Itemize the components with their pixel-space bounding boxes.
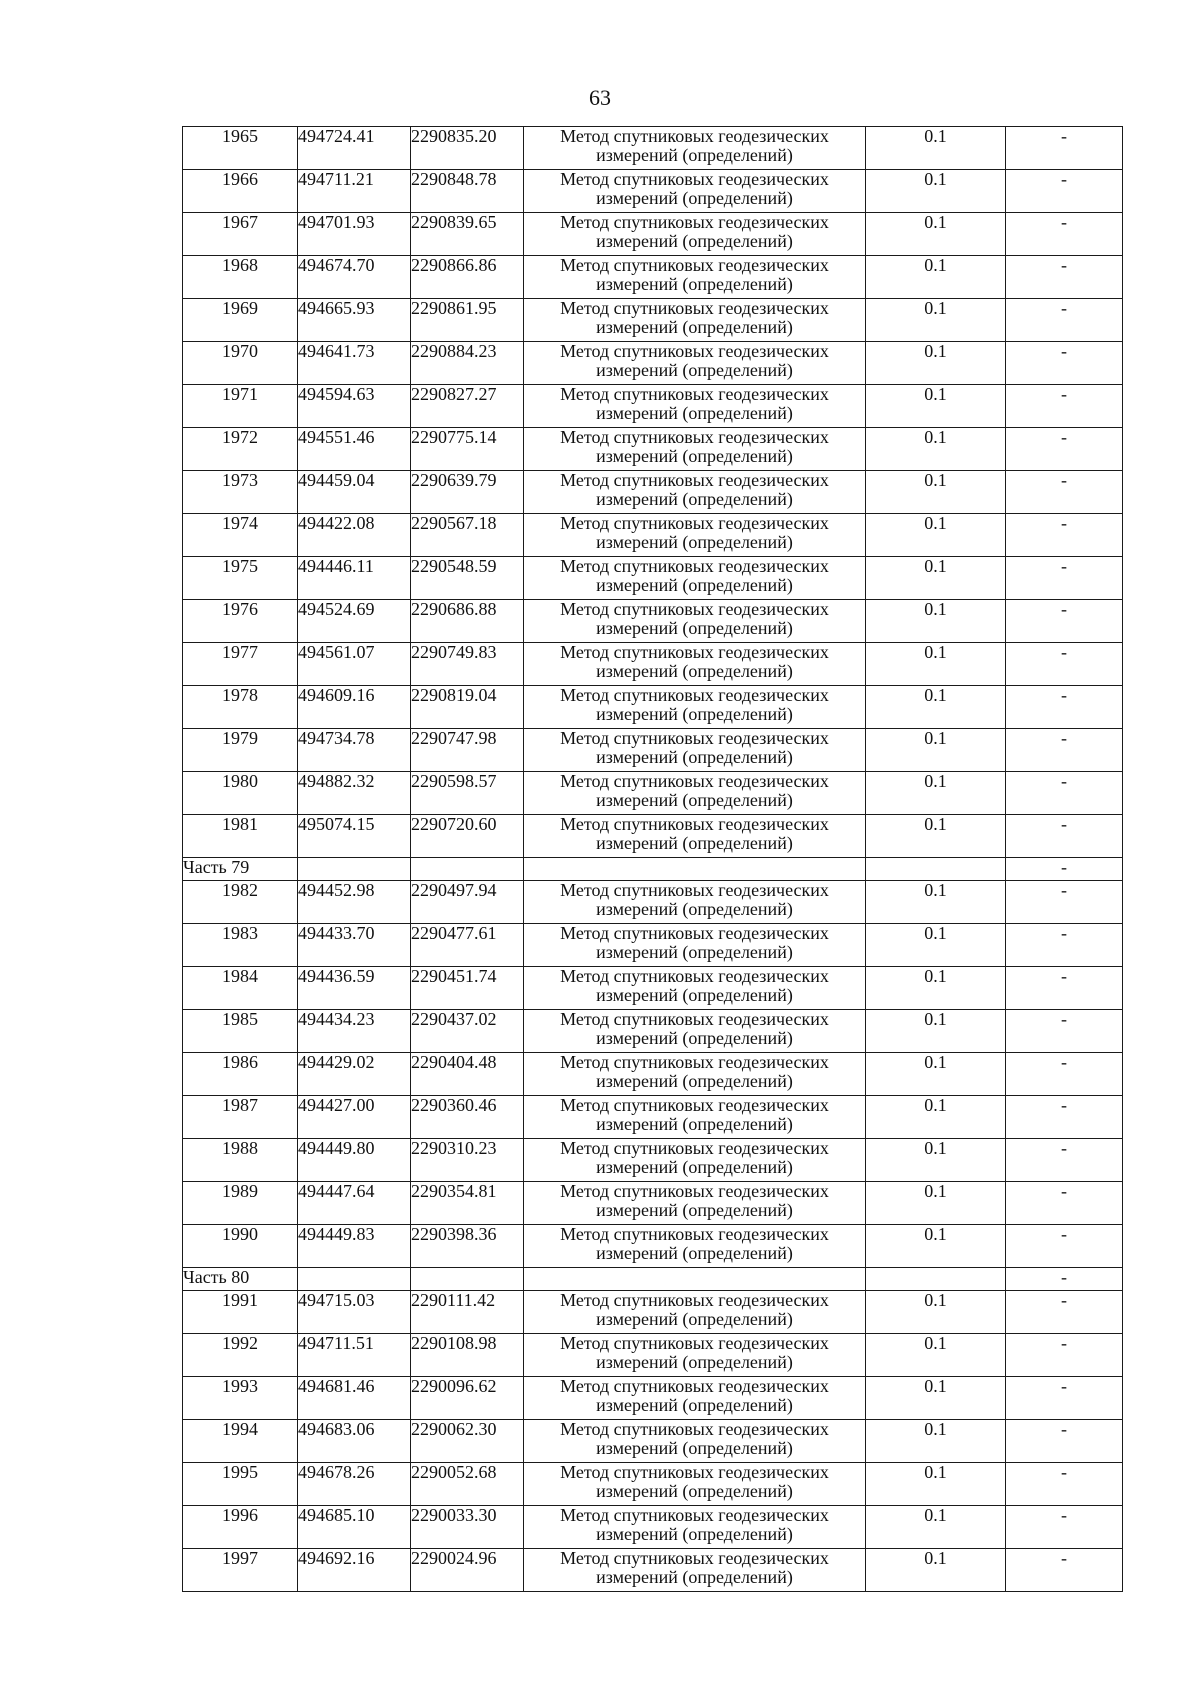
point-number-cell: 1980	[183, 772, 298, 815]
dash-cell: -	[1006, 815, 1123, 858]
point-number-cell: 1977	[183, 643, 298, 686]
y-coordinate-cell: 2290437.02	[411, 1010, 524, 1053]
x-coordinate-cell: 494594.63	[298, 385, 411, 428]
method-cell: Метод спутниковых геодезических измерений (определений)	[524, 514, 866, 557]
empty-cell	[298, 858, 411, 881]
section-label: Часть 79	[183, 858, 298, 881]
dash-cell: -	[1006, 924, 1123, 967]
y-coordinate-cell: 2290096.62	[411, 1377, 524, 1420]
point-number-cell: 1968	[183, 256, 298, 299]
section-dash-cell: -	[1006, 858, 1123, 881]
point-number-cell: 1989	[183, 1182, 298, 1225]
method-cell: Метод спутниковых геодезических измерений (определений)	[524, 924, 866, 967]
point-number-cell: 1987	[183, 1096, 298, 1139]
table-row	[183, 1291, 1123, 1334]
accuracy-cell: 0.1	[866, 1549, 1006, 1592]
method-cell: Метод спутниковых геодезических измерений (определений)	[524, 967, 866, 1010]
table-row	[183, 557, 1123, 600]
accuracy-cell: 0.1	[866, 967, 1006, 1010]
dash-cell: -	[1006, 1053, 1123, 1096]
dash-cell: -	[1006, 342, 1123, 385]
table-row	[183, 1463, 1123, 1506]
method-cell: Метод спутниковых геодезических измерений (определений)	[524, 1225, 866, 1268]
x-coordinate-cell: 494715.03	[298, 1291, 411, 1334]
point-number-cell: 1966	[183, 170, 298, 213]
y-coordinate-cell: 2290062.30	[411, 1420, 524, 1463]
y-coordinate-cell: 2290108.98	[411, 1334, 524, 1377]
table-row	[183, 815, 1123, 858]
table-row	[183, 1053, 1123, 1096]
method-cell: Метод спутниковых геодезических измерений (определений)	[524, 170, 866, 213]
dash-cell: -	[1006, 729, 1123, 772]
point-number-cell: 1993	[183, 1377, 298, 1420]
table-row	[183, 342, 1123, 385]
table-row	[183, 1549, 1123, 1592]
dash-cell: -	[1006, 1010, 1123, 1053]
dash-cell: -	[1006, 686, 1123, 729]
y-coordinate-cell: 2290451.74	[411, 967, 524, 1010]
x-coordinate-cell: 494734.78	[298, 729, 411, 772]
x-coordinate-cell: 494609.16	[298, 686, 411, 729]
page-number: 63	[589, 85, 611, 110]
dash-cell: -	[1006, 1096, 1123, 1139]
x-coordinate-cell: 494433.70	[298, 924, 411, 967]
point-number-cell: 1969	[183, 299, 298, 342]
dash-cell: -	[1006, 1182, 1123, 1225]
dash-cell: -	[1006, 1139, 1123, 1182]
table-row	[183, 428, 1123, 471]
section-row	[183, 1268, 1123, 1291]
method-cell: Метод спутниковых геодезических измерений (определений)	[524, 1096, 866, 1139]
dash-cell: -	[1006, 557, 1123, 600]
x-coordinate-cell: 494446.11	[298, 557, 411, 600]
method-cell: Метод спутниковых геодезических измерений (определений)	[524, 772, 866, 815]
table-row	[183, 600, 1123, 643]
empty-cell	[524, 1268, 866, 1291]
section-label: Часть 80	[183, 1268, 298, 1291]
x-coordinate-cell: 494711.51	[298, 1334, 411, 1377]
point-number-cell: 1970	[183, 342, 298, 385]
point-number-cell: 1994	[183, 1420, 298, 1463]
x-coordinate-cell: 494681.46	[298, 1377, 411, 1420]
table-row	[183, 127, 1123, 170]
dash-cell: -	[1006, 428, 1123, 471]
accuracy-cell: 0.1	[866, 1506, 1006, 1549]
table-row	[183, 967, 1123, 1010]
point-number-cell: 1976	[183, 600, 298, 643]
accuracy-cell: 0.1	[866, 729, 1006, 772]
dash-cell: -	[1006, 1420, 1123, 1463]
table-row	[183, 772, 1123, 815]
y-coordinate-cell: 2290497.94	[411, 881, 524, 924]
x-coordinate-cell: 494882.32	[298, 772, 411, 815]
point-number-cell: 1986	[183, 1053, 298, 1096]
accuracy-cell: 0.1	[866, 1291, 1006, 1334]
point-number-cell: 1967	[183, 213, 298, 256]
method-cell: Метод спутниковых геодезических измерений (определений)	[524, 815, 866, 858]
dash-cell: -	[1006, 1377, 1123, 1420]
method-cell: Метод спутниковых геодезических измерений (определений)	[524, 256, 866, 299]
table-row	[183, 256, 1123, 299]
y-coordinate-cell: 2290686.88	[411, 600, 524, 643]
point-number-cell: 1981	[183, 815, 298, 858]
dash-cell: -	[1006, 471, 1123, 514]
x-coordinate-cell: 494692.16	[298, 1549, 411, 1592]
method-cell: Метод спутниковых геодезических измерений (определений)	[524, 471, 866, 514]
accuracy-cell: 0.1	[866, 1139, 1006, 1182]
y-coordinate-cell: 2290567.18	[411, 514, 524, 557]
accuracy-cell: 0.1	[866, 557, 1006, 600]
section-row	[183, 858, 1123, 881]
y-coordinate-cell: 2290024.96	[411, 1549, 524, 1592]
method-cell: Метод спутниковых геодезических измерений (определений)	[524, 1182, 866, 1225]
accuracy-cell: 0.1	[866, 428, 1006, 471]
y-coordinate-cell: 2290747.98	[411, 729, 524, 772]
method-cell: Метод спутниковых геодезических измерений (определений)	[524, 1506, 866, 1549]
method-cell: Метод спутниковых геодезических измерений (определений)	[524, 1377, 866, 1420]
dash-cell: -	[1006, 1225, 1123, 1268]
y-coordinate-cell: 2290548.59	[411, 557, 524, 600]
y-coordinate-cell: 2290052.68	[411, 1463, 524, 1506]
accuracy-cell: 0.1	[866, 127, 1006, 170]
dash-cell: -	[1006, 881, 1123, 924]
method-cell: Метод спутниковых геодезических измерений (определений)	[524, 1053, 866, 1096]
accuracy-cell: 0.1	[866, 256, 1006, 299]
empty-cell	[866, 1268, 1006, 1291]
accuracy-cell: 0.1	[866, 1010, 1006, 1053]
coordinates-table-body	[183, 127, 1123, 1592]
empty-cell	[411, 1268, 524, 1291]
point-number-cell: 1996	[183, 1506, 298, 1549]
y-coordinate-cell: 2290835.20	[411, 127, 524, 170]
dash-cell: -	[1006, 1291, 1123, 1334]
x-coordinate-cell: 495074.15	[298, 815, 411, 858]
y-coordinate-cell: 2290598.57	[411, 772, 524, 815]
point-number-cell: 1965	[183, 127, 298, 170]
table-row	[183, 1377, 1123, 1420]
x-coordinate-cell: 494711.21	[298, 170, 411, 213]
method-cell: Метод спутниковых геодезических измерений (определений)	[524, 1463, 866, 1506]
x-coordinate-cell: 494449.80	[298, 1139, 411, 1182]
point-number-cell: 1990	[183, 1225, 298, 1268]
y-coordinate-cell: 2290819.04	[411, 686, 524, 729]
accuracy-cell: 0.1	[866, 686, 1006, 729]
method-cell: Метод спутниковых геодезических измерений (определений)	[524, 1010, 866, 1053]
accuracy-cell: 0.1	[866, 385, 1006, 428]
method-cell: Метод спутниковых геодезических измерений (определений)	[524, 127, 866, 170]
accuracy-cell: 0.1	[866, 643, 1006, 686]
x-coordinate-cell: 494724.41	[298, 127, 411, 170]
point-number-cell: 1988	[183, 1139, 298, 1182]
method-cell: Метод спутниковых геодезических измерений (определений)	[524, 881, 866, 924]
x-coordinate-cell: 494683.06	[298, 1420, 411, 1463]
table-row	[183, 1182, 1123, 1225]
point-number-cell: 1982	[183, 881, 298, 924]
dash-cell: -	[1006, 643, 1123, 686]
table-row	[183, 385, 1123, 428]
table-row	[183, 729, 1123, 772]
y-coordinate-cell: 2290827.27	[411, 385, 524, 428]
method-cell: Метод спутниковых геодезических измерений (определений)	[524, 557, 866, 600]
dash-cell: -	[1006, 514, 1123, 557]
table-row	[183, 471, 1123, 514]
y-coordinate-cell: 2290775.14	[411, 428, 524, 471]
table-row	[183, 299, 1123, 342]
point-number-cell: 1984	[183, 967, 298, 1010]
x-coordinate-cell: 494524.69	[298, 600, 411, 643]
dash-cell: -	[1006, 385, 1123, 428]
y-coordinate-cell: 2290866.86	[411, 256, 524, 299]
table-row	[183, 881, 1123, 924]
table-row	[183, 686, 1123, 729]
point-number-cell: 1978	[183, 686, 298, 729]
dash-cell: -	[1006, 600, 1123, 643]
x-coordinate-cell: 494701.93	[298, 213, 411, 256]
table-row	[183, 1506, 1123, 1549]
table-row	[183, 1096, 1123, 1139]
x-coordinate-cell: 494665.93	[298, 299, 411, 342]
y-coordinate-cell: 2290861.95	[411, 299, 524, 342]
y-coordinate-cell: 2290884.23	[411, 342, 524, 385]
method-cell: Метод спутниковых геодезических измерений (определений)	[524, 686, 866, 729]
table-row	[183, 1334, 1123, 1377]
x-coordinate-cell: 494678.26	[298, 1463, 411, 1506]
method-cell: Метод спутниковых геодезических измерений (определений)	[524, 299, 866, 342]
table-row	[183, 924, 1123, 967]
x-coordinate-cell: 494641.73	[298, 342, 411, 385]
y-coordinate-cell: 2290839.65	[411, 213, 524, 256]
x-coordinate-cell: 494685.10	[298, 1506, 411, 1549]
table-row	[183, 170, 1123, 213]
point-number-cell: 1979	[183, 729, 298, 772]
dash-cell: -	[1006, 213, 1123, 256]
y-coordinate-cell: 2290749.83	[411, 643, 524, 686]
accuracy-cell: 0.1	[866, 170, 1006, 213]
empty-cell	[524, 858, 866, 881]
point-number-cell: 1997	[183, 1549, 298, 1592]
table-row	[183, 1225, 1123, 1268]
method-cell: Метод спутниковых геодезических измерений (определений)	[524, 600, 866, 643]
accuracy-cell: 0.1	[866, 471, 1006, 514]
accuracy-cell: 0.1	[866, 600, 1006, 643]
point-number-cell: 1971	[183, 385, 298, 428]
y-coordinate-cell: 2290111.42	[411, 1291, 524, 1334]
y-coordinate-cell: 2290720.60	[411, 815, 524, 858]
dash-cell: -	[1006, 170, 1123, 213]
x-coordinate-cell: 494436.59	[298, 967, 411, 1010]
table-row	[183, 1139, 1123, 1182]
point-number-cell: 1992	[183, 1334, 298, 1377]
x-coordinate-cell: 494551.46	[298, 428, 411, 471]
accuracy-cell: 0.1	[866, 1377, 1006, 1420]
accuracy-cell: 0.1	[866, 342, 1006, 385]
accuracy-cell: 0.1	[866, 815, 1006, 858]
dash-cell: -	[1006, 1334, 1123, 1377]
accuracy-cell: 0.1	[866, 299, 1006, 342]
accuracy-cell: 0.1	[866, 1420, 1006, 1463]
accuracy-cell: 0.1	[866, 1053, 1006, 1096]
dash-cell: -	[1006, 127, 1123, 170]
point-number-cell: 1991	[183, 1291, 298, 1334]
y-coordinate-cell: 2290639.79	[411, 471, 524, 514]
dash-cell: -	[1006, 1549, 1123, 1592]
accuracy-cell: 0.1	[866, 213, 1006, 256]
point-number-cell: 1995	[183, 1463, 298, 1506]
dash-cell: -	[1006, 1463, 1123, 1506]
point-number-cell: 1975	[183, 557, 298, 600]
accuracy-cell: 0.1	[866, 514, 1006, 557]
y-coordinate-cell: 2290404.48	[411, 1053, 524, 1096]
dash-cell: -	[1006, 772, 1123, 815]
y-coordinate-cell: 2290354.81	[411, 1182, 524, 1225]
x-coordinate-cell: 494427.00	[298, 1096, 411, 1139]
y-coordinate-cell: 2290848.78	[411, 170, 524, 213]
table-row	[183, 643, 1123, 686]
empty-cell	[866, 858, 1006, 881]
x-coordinate-cell: 494449.83	[298, 1225, 411, 1268]
x-coordinate-cell: 494434.23	[298, 1010, 411, 1053]
accuracy-cell: 0.1	[866, 1463, 1006, 1506]
method-cell: Метод спутниковых геодезических измерений (определений)	[524, 1139, 866, 1182]
method-cell: Метод спутниковых геодезических измерений (определений)	[524, 1549, 866, 1592]
accuracy-cell: 0.1	[866, 772, 1006, 815]
y-coordinate-cell: 2290033.30	[411, 1506, 524, 1549]
x-coordinate-cell: 494452.98	[298, 881, 411, 924]
method-cell: Метод спутниковых геодезических измерений (определений)	[524, 1334, 866, 1377]
x-coordinate-cell: 494422.08	[298, 514, 411, 557]
table-row	[183, 1420, 1123, 1463]
y-coordinate-cell: 2290477.61	[411, 924, 524, 967]
method-cell: Метод спутниковых геодезических измерений (определений)	[524, 643, 866, 686]
point-number-cell: 1985	[183, 1010, 298, 1053]
point-number-cell: 1974	[183, 514, 298, 557]
method-cell: Метод спутниковых геодезических измерений (определений)	[524, 428, 866, 471]
point-number-cell: 1983	[183, 924, 298, 967]
empty-cell	[298, 1268, 411, 1291]
point-number-cell: 1973	[183, 471, 298, 514]
x-coordinate-cell: 494447.64	[298, 1182, 411, 1225]
section-dash-cell: -	[1006, 1268, 1123, 1291]
y-coordinate-cell: 2290360.46	[411, 1096, 524, 1139]
table-row	[183, 213, 1123, 256]
accuracy-cell: 0.1	[866, 1096, 1006, 1139]
accuracy-cell: 0.1	[866, 924, 1006, 967]
table-row	[183, 514, 1123, 557]
method-cell: Метод спутниковых геодезических измерений (определений)	[524, 385, 866, 428]
empty-cell	[411, 858, 524, 881]
y-coordinate-cell: 2290398.36	[411, 1225, 524, 1268]
method-cell: Метод спутниковых геодезических измерений (определений)	[524, 1420, 866, 1463]
x-coordinate-cell: 494459.04	[298, 471, 411, 514]
accuracy-cell: 0.1	[866, 1182, 1006, 1225]
point-number-cell: 1972	[183, 428, 298, 471]
method-cell: Метод спутниковых геодезических измерений (определений)	[524, 213, 866, 256]
accuracy-cell: 0.1	[866, 1334, 1006, 1377]
method-cell: Метод спутниковых геодезических измерений (определений)	[524, 342, 866, 385]
dash-cell: -	[1006, 967, 1123, 1010]
dash-cell: -	[1006, 299, 1123, 342]
table-row	[183, 1010, 1123, 1053]
method-cell: Метод спутниковых геодезических измерений (определений)	[524, 1291, 866, 1334]
x-coordinate-cell: 494429.02	[298, 1053, 411, 1096]
dash-cell: -	[1006, 256, 1123, 299]
method-cell: Метод спутниковых геодезических измерений (определений)	[524, 729, 866, 772]
coordinates-table	[182, 126, 1123, 1592]
y-coordinate-cell: 2290310.23	[411, 1139, 524, 1182]
accuracy-cell: 0.1	[866, 881, 1006, 924]
accuracy-cell: 0.1	[866, 1225, 1006, 1268]
x-coordinate-cell: 494561.07	[298, 643, 411, 686]
dash-cell: -	[1006, 1506, 1123, 1549]
x-coordinate-cell: 494674.70	[298, 256, 411, 299]
